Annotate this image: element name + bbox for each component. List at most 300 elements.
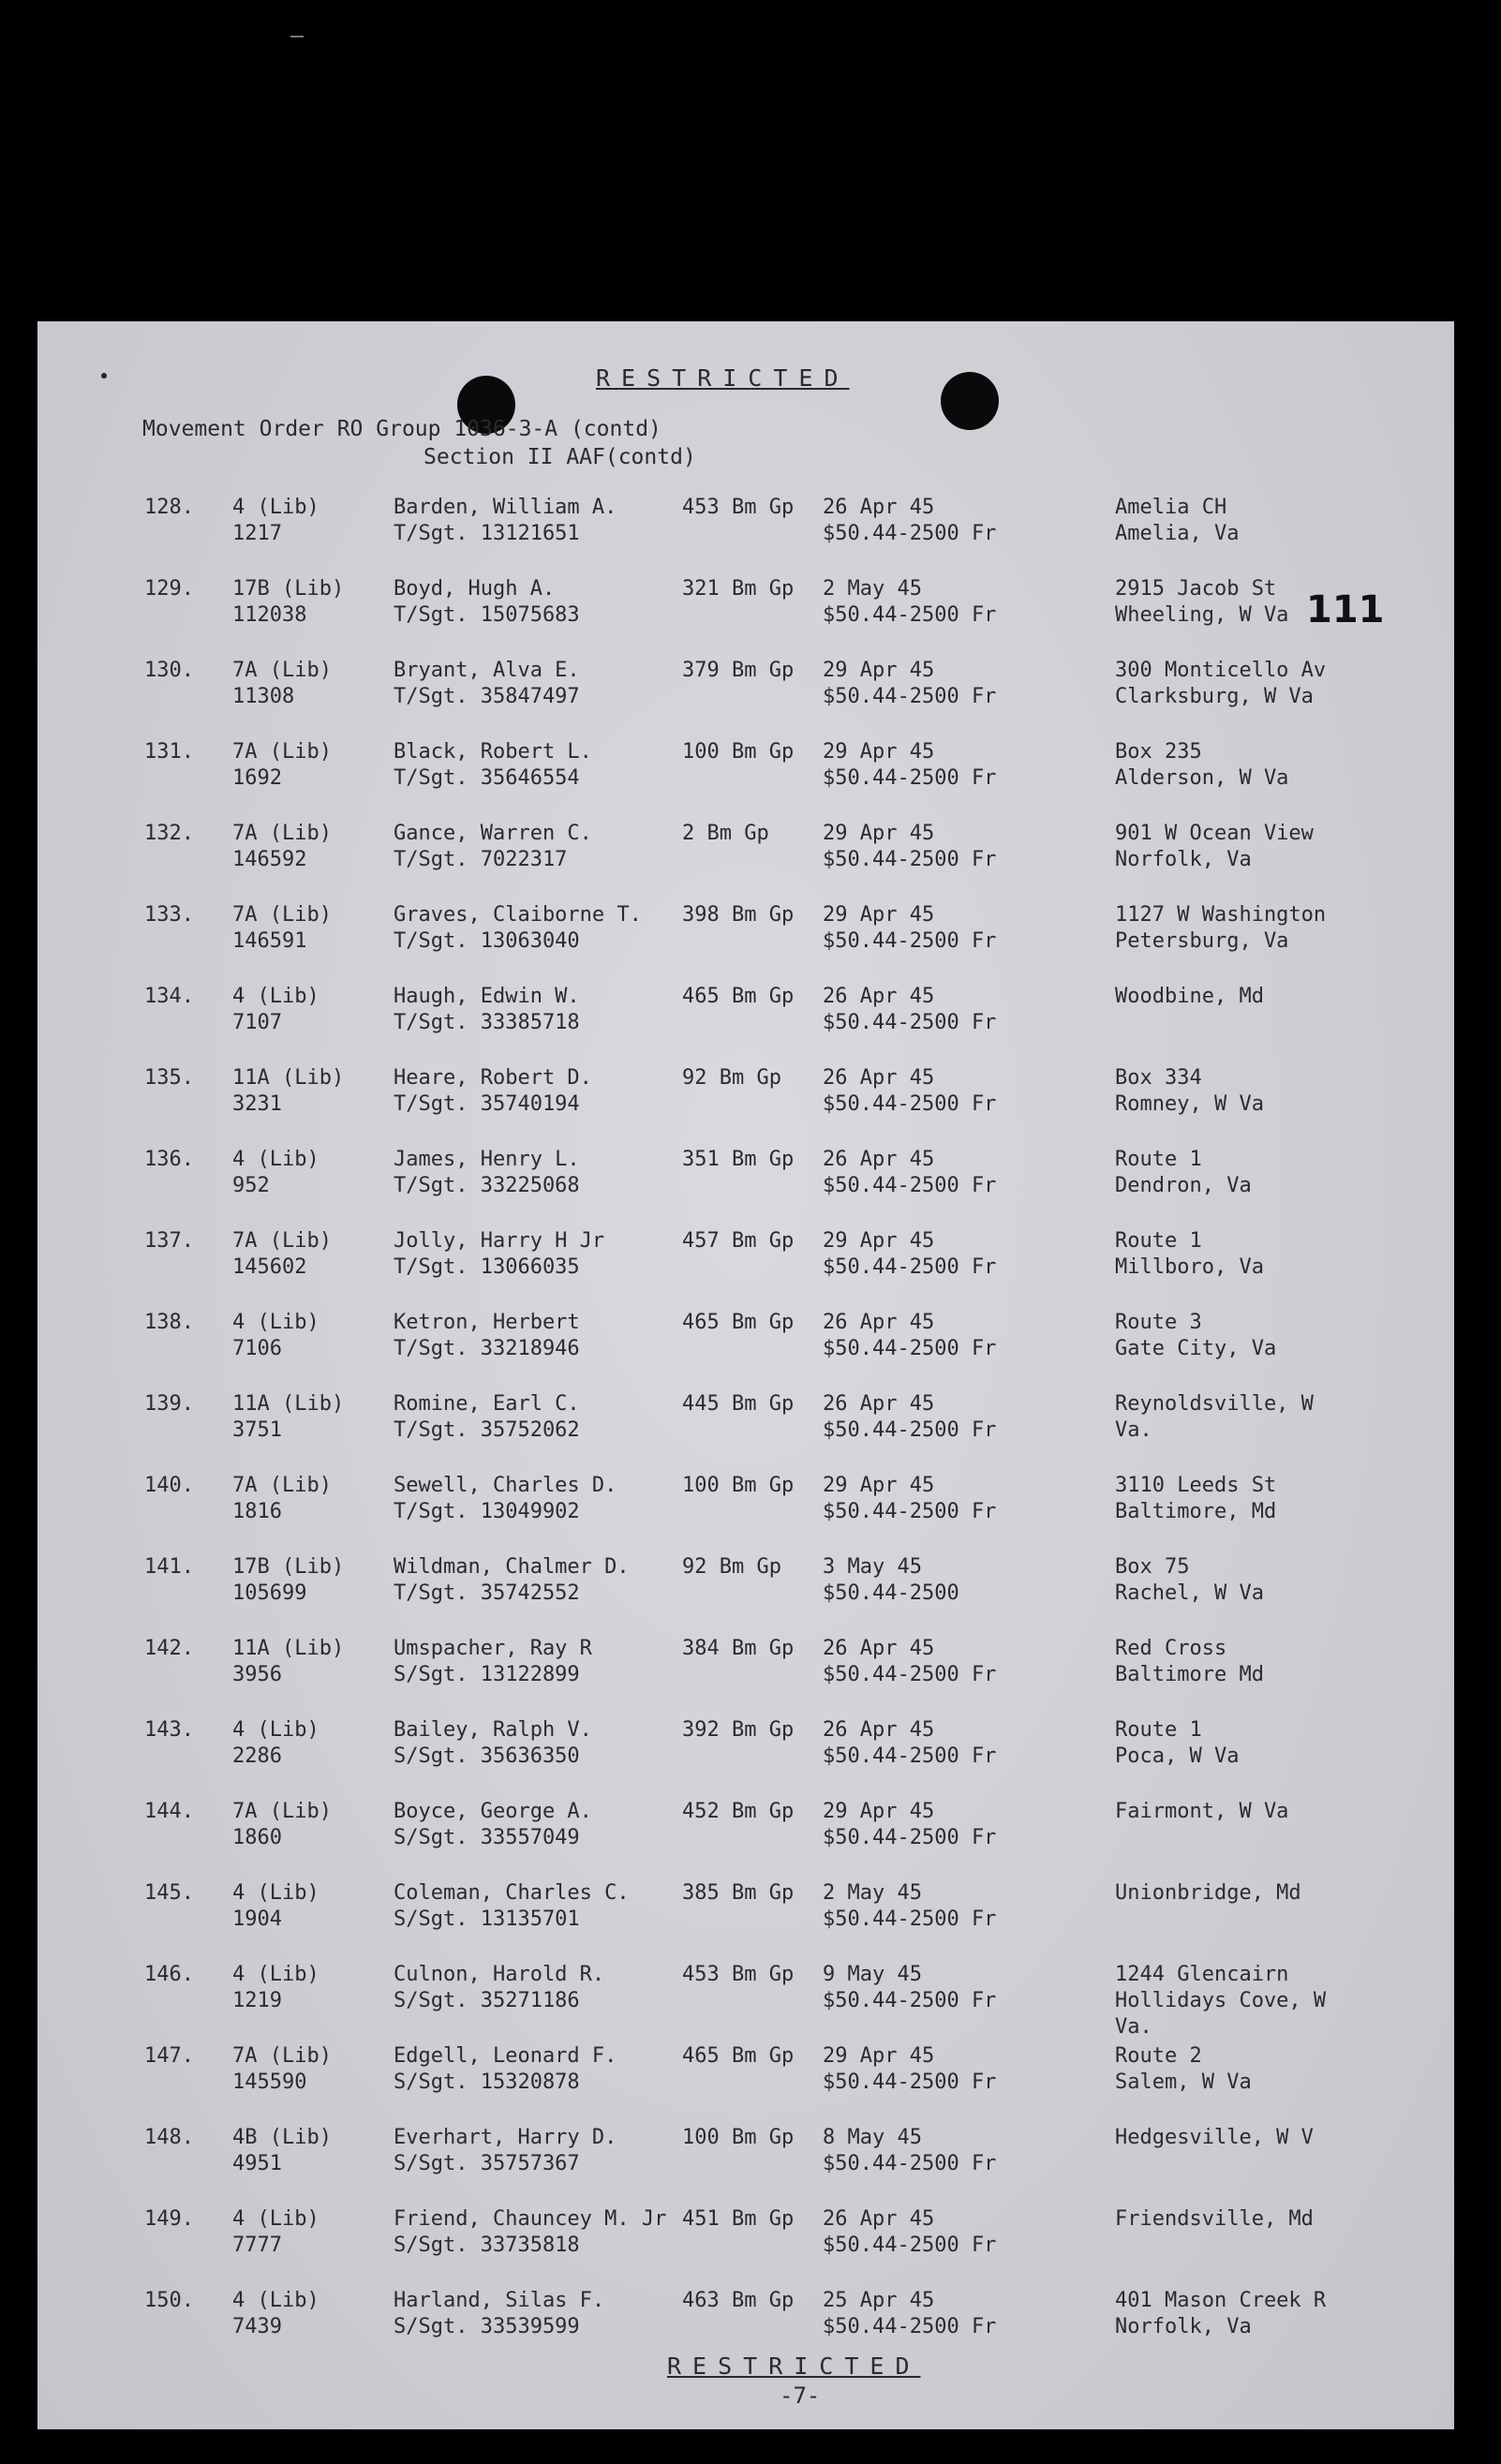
entry-number-num: 136.	[144, 1148, 194, 1171]
list-item	[37, 495, 1454, 576]
list-item	[37, 902, 1454, 984]
entry-number	[144, 1473, 219, 1499]
person-name-rank: T/Sgt. 13049902	[394, 1500, 580, 1523]
home-address	[1115, 1717, 1452, 1770]
entry-number-num: 143.	[144, 1718, 194, 1742]
unit-code	[232, 1799, 392, 1851]
person-name	[394, 2125, 712, 2177]
unit-code-unit: 4 (Lib)	[232, 1148, 320, 1171]
date-amount-date: 26 Apr 45	[823, 496, 935, 519]
unit-code-unit: 4 (Lib)	[232, 1718, 320, 1742]
person-name-name: Gance, Warren C.	[394, 822, 592, 845]
home-address-addr2: Poca, W Va	[1115, 1744, 1240, 1768]
home-address-addr2: Petersburg, Va	[1115, 929, 1289, 953]
unit-code-code: 3231	[232, 1092, 282, 1116]
list-item	[37, 1554, 1454, 1636]
date-amount	[823, 1065, 1104, 1118]
date-amount-amount: $50.44-2500 Fr	[823, 2315, 997, 2338]
person-name-name: Boyce, George A.	[394, 1800, 592, 1823]
date-amount-amount: $50.44-2500 Fr	[823, 2071, 997, 2094]
person-name	[394, 739, 712, 792]
person-name-rank: S/Sgt. 35636350	[394, 1744, 580, 1768]
bomb-group	[682, 2206, 832, 2233]
unit-code-unit: 17B (Lib)	[232, 577, 345, 601]
bomb-group	[682, 984, 832, 1010]
home-address-addr1: 401 Mason Creek R	[1115, 2289, 1327, 2312]
scan-mark	[290, 36, 304, 37]
person-name-name: Haugh, Edwin W.	[394, 985, 580, 1008]
date-amount	[823, 1310, 1104, 1362]
entry-number-num: 137.	[144, 1229, 194, 1253]
home-address-addr1: Reynoldsville, W	[1115, 1392, 1314, 1416]
bomb-group-group: 385 Bm Gp	[682, 1881, 795, 1905]
home-address-addr1: Fairmont, W Va	[1115, 1800, 1289, 1823]
date-amount-amount: $50.44-2500 Fr	[823, 2152, 997, 2175]
person-name-rank: T/Sgt. 13063040	[394, 929, 580, 953]
person-name-name: Harland, Silas F.	[394, 2289, 605, 2312]
unit-code-unit: 4 (Lib)	[232, 1963, 320, 1986]
entry-number-num: 141.	[144, 1555, 194, 1579]
home-address	[1115, 1473, 1452, 1525]
date-amount-amount: $50.44-2500 Fr	[823, 1500, 997, 1523]
person-name-name: Black, Robert L.	[394, 740, 592, 764]
unit-code-unit: 7A (Lib)	[232, 2044, 332, 2068]
person-name	[394, 2288, 712, 2340]
date-amount-amount: $50.44-2500 Fr	[823, 1663, 997, 1686]
person-name-rank: S/Sgt. 15320878	[394, 2071, 580, 2094]
home-address-addr2: Wheeling, W Va	[1115, 603, 1289, 627]
home-address	[1115, 1310, 1452, 1362]
person-name-rank: T/Sgt. 15075683	[394, 603, 580, 627]
entry-number	[144, 1962, 219, 1988]
bomb-group-group: 92 Bm Gp	[682, 1555, 781, 1579]
home-address-addr2: Millboro, Va	[1115, 1255, 1264, 1279]
unit-code-code: 7106	[232, 1337, 282, 1360]
date-amount	[823, 2206, 1104, 2259]
home-address	[1115, 902, 1452, 955]
unit-code	[232, 1554, 392, 1607]
unit-code-unit: 4 (Lib)	[232, 2289, 320, 2312]
home-address-addr2: Clarksburg, W Va	[1115, 685, 1314, 708]
person-name	[394, 821, 712, 873]
person-name-rank: S/Sgt. 35271186	[394, 1989, 580, 2012]
home-address-addr1: 1127 W Washington	[1115, 903, 1327, 927]
home-address	[1115, 1228, 1452, 1281]
date-amount	[823, 576, 1104, 629]
person-name-name: Everhart, Harry D.	[394, 2126, 617, 2149]
bomb-group-group: 379 Bm Gp	[682, 659, 795, 682]
bomb-group-group: 465 Bm Gp	[682, 2044, 795, 2068]
unit-code	[232, 902, 392, 955]
personnel-list	[37, 495, 1454, 2369]
bomb-group	[682, 821, 832, 847]
person-name-rank: T/Sgt. 33225068	[394, 1174, 580, 1197]
home-address	[1115, 984, 1452, 1010]
ink-speck	[101, 373, 107, 379]
person-name-name: Bailey, Ralph V.	[394, 1718, 592, 1742]
home-address-addr1: Amelia CH	[1115, 496, 1227, 519]
entry-number	[144, 902, 219, 928]
date-amount-date: 29 Apr 45	[823, 659, 935, 682]
bomb-group-group: 465 Bm Gp	[682, 985, 795, 1008]
entry-number	[144, 984, 219, 1010]
date-amount-amount: $50.44-2500 Fr	[823, 848, 997, 871]
list-item	[37, 984, 1454, 1065]
entry-number-num: 148.	[144, 2126, 194, 2149]
home-address-addr1: Route 1	[1115, 1229, 1202, 1253]
entry-number	[144, 739, 219, 765]
person-name-name: Edgell, Leonard F.	[394, 2044, 617, 2068]
date-amount-date: 26 Apr 45	[823, 1637, 935, 1660]
home-address-addr2: Alderson, W Va	[1115, 766, 1289, 790]
entry-number	[144, 495, 219, 521]
home-address-addr1: Box 334	[1115, 1066, 1202, 1090]
list-item	[37, 739, 1454, 821]
person-name-name: Boyd, Hugh A.	[394, 577, 556, 601]
entry-number-num: 133.	[144, 903, 194, 927]
unit-code-code: 1860	[232, 1826, 282, 1849]
home-address-addr1: Route 1	[1115, 1718, 1202, 1742]
entry-number	[144, 821, 219, 847]
bomb-group	[682, 1228, 832, 1254]
date-amount-amount: $50.44-2500 Fr	[823, 1826, 997, 1849]
bomb-group-group: 398 Bm Gp	[682, 903, 795, 927]
person-name	[394, 1799, 712, 1851]
page-number: -7-	[780, 2382, 821, 2409]
person-name-name: Bryant, Alva E.	[394, 659, 580, 682]
unit-code-code: 3956	[232, 1663, 282, 1686]
punch-hole-right	[941, 372, 999, 430]
person-name	[394, 1228, 712, 1281]
bomb-group-group: 457 Bm Gp	[682, 1229, 795, 1253]
person-name	[394, 2043, 712, 2096]
person-name-rank: S/Sgt. 33735818	[394, 2234, 580, 2257]
entry-number-num: 140.	[144, 1474, 194, 1497]
date-amount	[823, 1799, 1104, 1851]
date-amount	[823, 658, 1104, 710]
bomb-group	[682, 495, 832, 521]
person-name	[394, 1310, 712, 1362]
unit-code	[232, 821, 392, 873]
date-amount	[823, 902, 1104, 955]
date-amount-amount: $50.44-2500 Fr	[823, 1907, 997, 1931]
unit-code-unit: 7A (Lib)	[232, 1474, 332, 1497]
person-name-rank: T/Sgt. 35646554	[394, 766, 580, 790]
date-amount	[823, 2125, 1104, 2177]
unit-code-unit: 4 (Lib)	[232, 985, 320, 1008]
entry-number	[144, 1799, 219, 1825]
page-stamp-number: 111	[1306, 588, 1385, 631]
date-amount-date: 29 Apr 45	[823, 822, 935, 845]
unit-code	[232, 495, 392, 547]
person-name-name: Coleman, Charles C.	[394, 1881, 630, 1905]
bomb-group	[682, 902, 832, 928]
home-address-addr1: Route 1	[1115, 1148, 1202, 1171]
bomb-group	[682, 1473, 832, 1499]
entry-number	[144, 1391, 219, 1418]
bomb-group-group: 351 Bm Gp	[682, 1148, 795, 1171]
home-address	[1115, 2288, 1452, 2340]
entry-number-num: 150.	[144, 2289, 194, 2312]
person-name-name: Sewell, Charles D.	[394, 1474, 617, 1497]
home-address-addr1: 1244 Glencairn	[1115, 1963, 1289, 1986]
date-amount-date: 29 Apr 45	[823, 740, 935, 764]
unit-code-unit: 4 (Lib)	[232, 2207, 320, 2231]
list-item	[37, 2206, 1454, 2288]
bomb-group	[682, 1717, 832, 1744]
bomb-group-group: 463 Bm Gp	[682, 2289, 795, 2312]
unit-code-code: 1816	[232, 1500, 282, 1523]
list-item	[37, 1717, 1454, 1799]
entry-number	[144, 1880, 219, 1907]
person-name	[394, 1391, 712, 1444]
entry-number	[144, 1636, 219, 1662]
list-item	[37, 1228, 1454, 1310]
person-name-rank: T/Sgt. 33385718	[394, 1011, 580, 1034]
date-amount	[823, 1391, 1104, 1444]
unit-code	[232, 2288, 392, 2340]
home-address-addr1: 300 Monticello Av	[1115, 659, 1327, 682]
home-address	[1115, 1962, 1452, 2041]
home-address	[1115, 576, 1452, 629]
entry-number	[144, 2206, 219, 2233]
date-amount-date: 29 Apr 45	[823, 1229, 935, 1253]
home-address-addr2: Salem, W Va	[1115, 2071, 1252, 2094]
person-name	[394, 1554, 712, 1607]
person-name-name: Graves, Claiborne T.	[394, 903, 642, 927]
person-name	[394, 902, 712, 955]
person-name-name: Romine, Earl C.	[394, 1392, 580, 1416]
bomb-group	[682, 1065, 832, 1091]
unit-code	[232, 1962, 392, 2014]
entry-number-num: 132.	[144, 822, 194, 845]
bomb-group	[682, 1799, 832, 1825]
list-item	[37, 576, 1454, 658]
date-amount-date: 29 Apr 45	[823, 2044, 935, 2068]
person-name	[394, 2206, 712, 2259]
date-amount-amount: $50.44-2500	[823, 1581, 959, 1605]
list-item	[37, 821, 1454, 902]
date-amount-date: 9 May 45	[823, 1963, 922, 1986]
date-amount	[823, 1147, 1104, 1199]
entry-number	[144, 1717, 219, 1744]
home-address-addr1: Friendsville, Md	[1115, 2207, 1314, 2231]
date-amount-date: 25 Apr 45	[823, 2289, 935, 2312]
unit-code-unit: 7A (Lib)	[232, 1229, 332, 1253]
entry-number-num: 149.	[144, 2207, 194, 2231]
entry-number-num: 142.	[144, 1637, 194, 1660]
list-item	[37, 1799, 1454, 1880]
person-name	[394, 576, 712, 629]
home-address	[1115, 1147, 1452, 1199]
person-name-rank: T/Sgt. 7022317	[394, 848, 568, 871]
list-item	[37, 658, 1454, 739]
date-amount	[823, 2288, 1104, 2340]
unit-code	[232, 1391, 392, 1444]
home-address-addr2: Baltimore Md	[1115, 1663, 1264, 1686]
person-name-name: James, Henry L.	[394, 1148, 580, 1171]
entry-number	[144, 1147, 219, 1173]
unit-code	[232, 2206, 392, 2259]
date-amount	[823, 495, 1104, 547]
person-name-name: Ketron, Herbert	[394, 1311, 580, 1334]
home-address-addr2: Gate City, Va	[1115, 1337, 1277, 1360]
person-name-name: Wildman, Chalmer D.	[394, 1555, 630, 1579]
unit-code	[232, 1880, 392, 1933]
home-address-addr2: Norfolk, Va	[1115, 848, 1252, 871]
unit-code	[232, 2125, 392, 2177]
unit-code-unit: 4 (Lib)	[232, 1881, 320, 1905]
list-item	[37, 2125, 1454, 2206]
date-amount-date: 26 Apr 45	[823, 1311, 935, 1334]
entry-number	[144, 1065, 219, 1091]
unit-code-code: 952	[232, 1174, 270, 1197]
home-address-addr3: Va.	[1115, 2015, 1152, 2039]
home-address-addr2: Va.	[1115, 1418, 1152, 1442]
unit-code-code: 7107	[232, 1011, 282, 1034]
date-amount	[823, 739, 1104, 792]
date-amount-date: 26 Apr 45	[823, 1718, 935, 1742]
unit-code-unit: 17B (Lib)	[232, 1555, 345, 1579]
date-amount-date: 29 Apr 45	[823, 1474, 935, 1497]
entry-number	[144, 1310, 219, 1336]
unit-code-code: 3751	[232, 1418, 282, 1442]
list-item	[37, 2043, 1454, 2125]
bomb-group	[682, 1147, 832, 1173]
date-amount-amount: $50.44-2500 Fr	[823, 2234, 997, 2257]
date-amount-date: 2 May 45	[823, 577, 922, 601]
date-amount-amount: $50.44-2500 Fr	[823, 1989, 997, 2012]
date-amount	[823, 1228, 1104, 1281]
list-item	[37, 1065, 1454, 1147]
person-name-name: Umspacher, Ray R	[394, 1637, 592, 1660]
unit-code-code: 145602	[232, 1255, 307, 1279]
unit-code-code: 145590	[232, 2071, 307, 2094]
bomb-group-group: 451 Bm Gp	[682, 2207, 795, 2231]
entry-number-num: 144.	[144, 1800, 194, 1823]
bomb-group-group: 2 Bm Gp	[682, 822, 769, 845]
unit-code	[232, 1717, 392, 1770]
unit-code	[232, 1228, 392, 1281]
unit-code-unit: 4B (Lib)	[232, 2126, 332, 2149]
home-address-addr2: Rachel, W Va	[1115, 1581, 1264, 1605]
person-name	[394, 1065, 712, 1118]
entry-number	[144, 2125, 219, 2151]
home-address-addr2: Amelia, Va	[1115, 522, 1240, 545]
entry-number-num: 128.	[144, 496, 194, 519]
footer-classification: RESTRICTED	[667, 2353, 921, 2380]
unit-code-code: 105699	[232, 1581, 307, 1605]
date-amount	[823, 1636, 1104, 1688]
date-amount-date: 29 Apr 45	[823, 1800, 935, 1823]
bomb-group	[682, 1391, 832, 1418]
date-amount-date: 2 May 45	[823, 1881, 922, 1905]
unit-code-code: 1217	[232, 522, 282, 545]
person-name-rank: S/Sgt. 33557049	[394, 1826, 580, 1849]
unit-code-code: 2286	[232, 1744, 282, 1768]
bomb-group	[682, 1880, 832, 1907]
home-address	[1115, 658, 1452, 710]
unit-code	[232, 1147, 392, 1199]
unit-code	[232, 739, 392, 792]
date-amount	[823, 1962, 1104, 2014]
entry-number-num: 147.	[144, 2044, 194, 2068]
unit-code-unit: 7A (Lib)	[232, 822, 332, 845]
home-address-addr1: Box 75	[1115, 1555, 1190, 1579]
entry-number	[144, 1554, 219, 1581]
home-address	[1115, 1799, 1452, 1825]
person-name-rank: T/Sgt. 13121651	[394, 522, 580, 545]
entry-number-num: 135.	[144, 1066, 194, 1090]
bomb-group-group: 452 Bm Gp	[682, 1800, 795, 1823]
date-amount-date: 26 Apr 45	[823, 1066, 935, 1090]
unit-code-code: 146591	[232, 929, 307, 953]
date-amount-amount: $50.44-2500 Fr	[823, 1418, 997, 1442]
date-amount-date: 8 May 45	[823, 2126, 922, 2149]
entry-number-num: 134.	[144, 985, 194, 1008]
unit-code-unit: 7A (Lib)	[232, 740, 332, 764]
person-name	[394, 1880, 712, 1933]
person-name-name: Jolly, Harry H Jr	[394, 1229, 605, 1253]
date-amount	[823, 1473, 1104, 1525]
unit-code	[232, 1636, 392, 1688]
list-item	[37, 1636, 1454, 1717]
bomb-group-group: 321 Bm Gp	[682, 577, 795, 601]
unit-code-unit: 11A (Lib)	[232, 1066, 345, 1090]
date-amount-date: 26 Apr 45	[823, 985, 935, 1008]
home-address-addr1: Unionbridge, Md	[1115, 1881, 1301, 1905]
unit-code-unit: 7A (Lib)	[232, 903, 332, 927]
home-address-addr2: Norfolk, Va	[1115, 2315, 1252, 2338]
person-name-rank: T/Sgt. 13066035	[394, 1255, 580, 1279]
person-name	[394, 495, 712, 547]
bomb-group	[682, 2288, 832, 2314]
home-address	[1115, 2043, 1452, 2096]
date-amount	[823, 1880, 1104, 1933]
date-amount-date: 3 May 45	[823, 1555, 922, 1579]
home-address-addr1: Woodbine, Md	[1115, 985, 1264, 1008]
unit-code-code: 146592	[232, 848, 307, 871]
unit-code	[232, 1310, 392, 1362]
bomb-group	[682, 1962, 832, 1988]
entry-number-num: 145.	[144, 1881, 194, 1905]
home-address	[1115, 1636, 1452, 1688]
date-amount-amount: $50.44-2500 Fr	[823, 1174, 997, 1197]
date-amount-amount: $50.44-2500 Fr	[823, 685, 997, 708]
document-page	[37, 321, 1454, 2429]
list-item	[37, 1147, 1454, 1228]
unit-code	[232, 576, 392, 629]
bomb-group	[682, 576, 832, 602]
person-name	[394, 1717, 712, 1770]
person-name	[394, 1962, 712, 2014]
date-amount-amount: $50.44-2500 Fr	[823, 1744, 997, 1768]
entry-number-num: 138.	[144, 1311, 194, 1334]
bomb-group	[682, 1310, 832, 1336]
person-name	[394, 1147, 712, 1199]
date-amount-amount: $50.44-2500 Fr	[823, 1255, 997, 1279]
date-amount	[823, 1554, 1104, 1607]
unit-code	[232, 984, 392, 1036]
date-amount-date: 29 Apr 45	[823, 903, 935, 927]
person-name-rank: T/Sgt. 33218946	[394, 1337, 580, 1360]
bomb-group-group: 453 Bm Gp	[682, 1963, 795, 1986]
person-name	[394, 658, 712, 710]
bomb-group-group: 100 Bm Gp	[682, 740, 795, 764]
person-name-rank: S/Sgt. 13122899	[394, 1663, 580, 1686]
date-amount-amount: $50.44-2500 Fr	[823, 766, 997, 790]
bomb-group	[682, 658, 832, 684]
